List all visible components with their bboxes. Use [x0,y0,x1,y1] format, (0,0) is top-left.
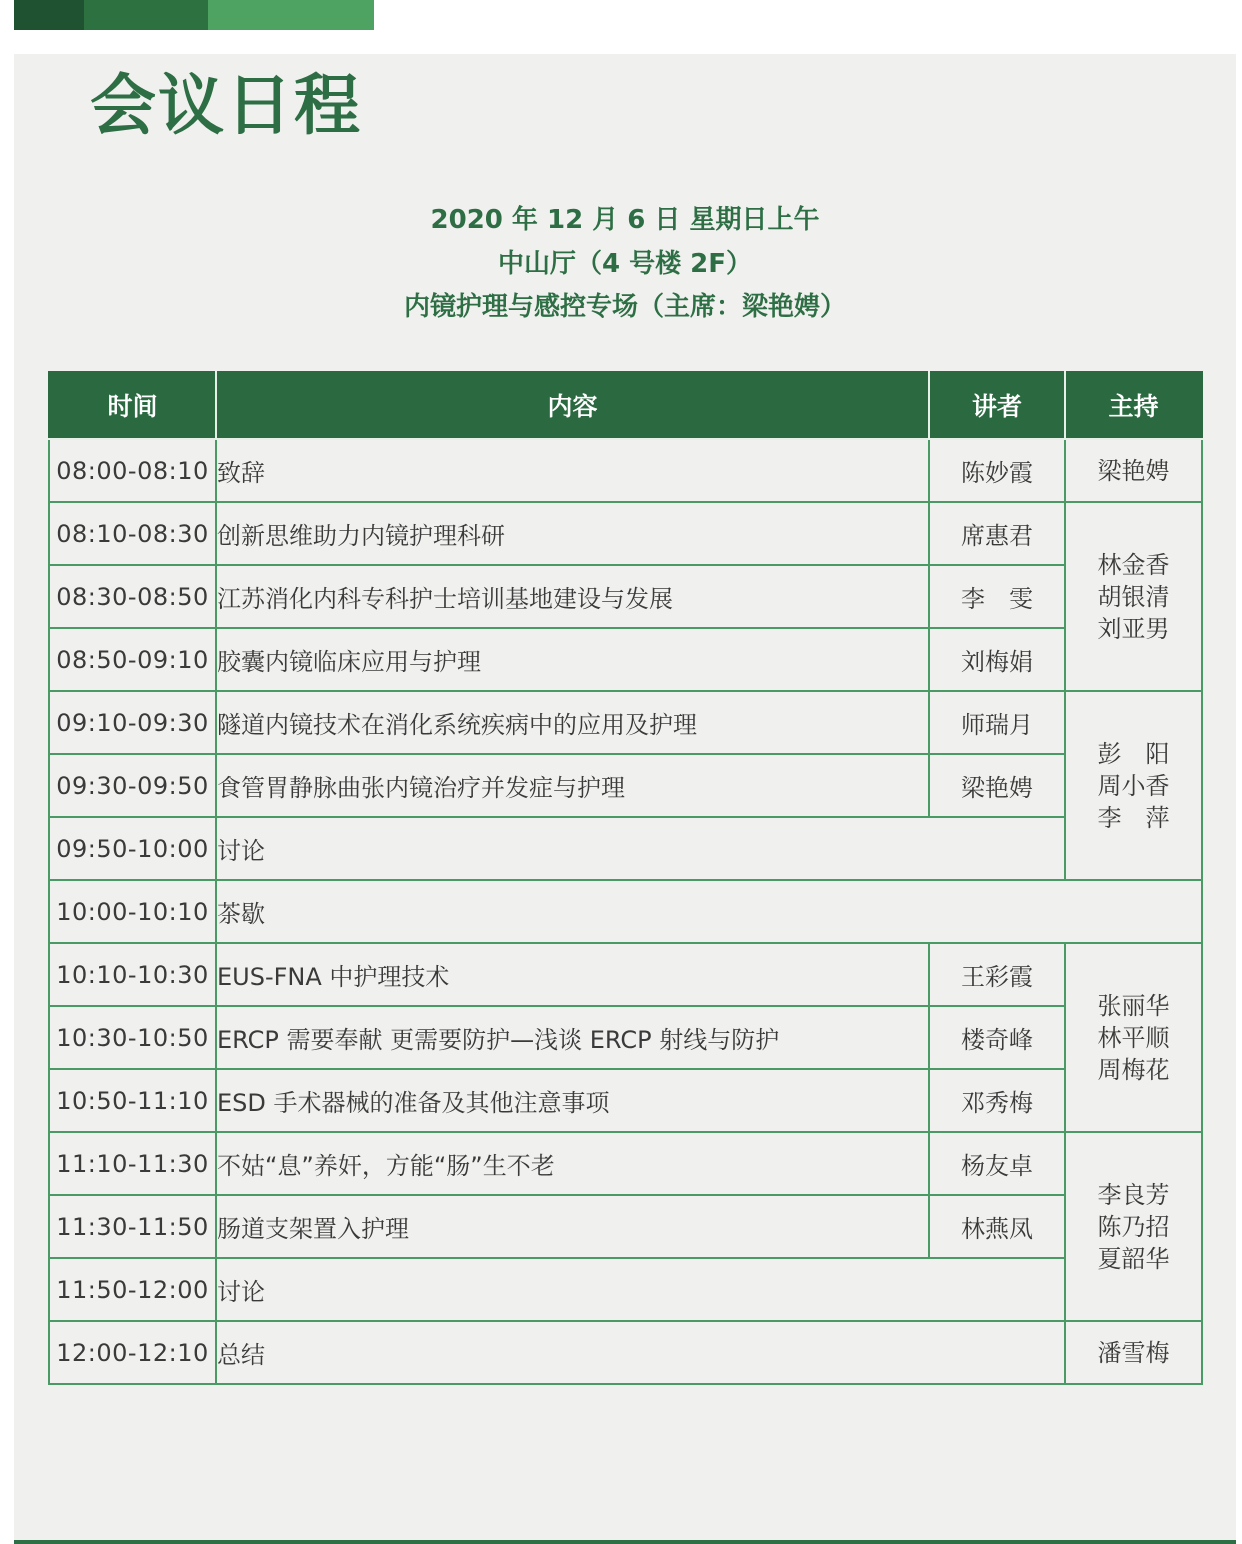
host-cell [1065,1321,1202,1384]
speaker-cell: 刘梅娟 [929,628,1065,691]
venue-line: 中山厅（4 号楼 2F） [497,249,753,279]
header-time: 时间 [49,371,216,439]
time-cell: 12:00-12:10 [49,1321,216,1384]
host-name: 林平顺 [1097,1023,1170,1052]
content-cell: 讨论 [216,1258,1065,1321]
content-cell: 茶歇 [216,880,1202,943]
table-row [49,943,1202,1006]
decor-stripe-dark [14,0,84,30]
time-cell: 08:10-08:30 [49,502,216,565]
time-cell: 10:30-10:50 [49,1006,216,1069]
table-row [49,1195,1202,1258]
table-row [49,628,1202,691]
speaker-cell: 楼奇峰 [929,1006,1065,1069]
content-cell: 胶囊内镜临床应用与护理 [216,628,929,691]
table-header-row [49,371,1202,439]
speaker-cell: 席惠君 [929,502,1065,565]
content-cell: ESD 手术器械的准备及其他注意事项 [216,1069,929,1132]
content-cell: 讨论 [216,817,1065,880]
time-cell: 10:00-10:10 [49,880,216,943]
content-cell: EUS-FNA 中护理技术 [216,943,929,1006]
content-cell: 江苏消化内科专科护士培训基地建设与发展 [216,565,929,628]
header-content: 内容 [216,371,929,439]
host-cell [1065,1132,1202,1321]
host-name: 周梅花 [1097,1055,1170,1084]
content-cell: 食管胃静脉曲张内镜治疗并发症与护理 [216,754,929,817]
session-line: 内镜护理与感控专场（主席：梁艳娉） [403,292,846,322]
host-cell [1065,439,1202,502]
speaker-cell: 师瑞月 [929,691,1065,754]
table-row [49,1069,1202,1132]
header-host: 主持 [1065,371,1202,439]
table-row [49,439,1202,502]
content-cell: ERCP 需要奉献 更需要防护—浅谈 ERCP 射线与防护 [216,1006,929,1069]
speaker-cell: 陈妙霞 [929,439,1065,502]
schedule-page [14,0,1236,1544]
time-cell: 09:30-09:50 [49,754,216,817]
time-cell: 08:30-08:50 [49,565,216,628]
speaker-cell: 王彩霞 [929,943,1065,1006]
host-name: 周小香 [1097,771,1170,800]
host-name: 夏韶华 [1097,1244,1170,1273]
time-cell: 10:50-11:10 [49,1069,216,1132]
host-name: 刘亚男 [1097,614,1170,643]
host-name: 李良芳 [1097,1180,1170,1209]
host-name: 梁艳娉 [1097,456,1170,485]
content-cell: 创新思维助力内镜护理科研 [216,502,929,565]
time-cell: 08:00-08:10 [49,439,216,502]
table-row [49,880,1202,943]
time-cell: 09:50-10:00 [49,817,216,880]
host-name: 彭 阳 [1097,739,1170,768]
time-cell: 11:50-12:00 [49,1258,216,1321]
table-row [49,565,1202,628]
table-row [49,1258,1202,1321]
table-row [49,817,1202,880]
content-cell: 隧道内镜技术在消化系统疾病中的应用及护理 [216,691,929,754]
host-cell [1065,502,1202,691]
host-cell [1065,691,1202,880]
time-cell: 11:30-11:50 [49,1195,216,1258]
header-speaker: 讲者 [929,371,1065,439]
page-title: 会议日程 [90,67,362,144]
content-cell: 肠道支架置入护理 [216,1195,929,1258]
time-cell: 09:10-09:30 [49,691,216,754]
content-cell: 不姑“息”养奸，方能“肠”生不老 [216,1132,929,1195]
host-name: 林金香 [1097,550,1170,579]
host-cell [1065,943,1202,1132]
bottom-divider [14,1540,1236,1544]
time-cell: 11:10-11:30 [49,1132,216,1195]
table-row [49,502,1202,565]
table-row [49,691,1202,754]
speaker-cell: 李 雯 [929,565,1065,628]
host-name: 李 萍 [1097,803,1170,832]
table-row [49,1132,1202,1195]
host-name: 胡银清 [1097,582,1170,611]
speaker-cell: 梁艳娉 [929,754,1065,817]
host-name: 潘雪梅 [1097,1338,1170,1367]
host-name: 张丽华 [1097,991,1170,1020]
speaker-cell: 邓秀梅 [929,1069,1065,1132]
decor-stripe-mid [84,0,208,30]
schedule-table [48,371,1203,1385]
content-cell: 总结 [216,1321,1065,1384]
table-row [49,754,1202,817]
time-cell: 10:10-10:30 [49,943,216,1006]
decor-stripe-light [208,0,374,30]
content-cell: 致辞 [216,439,929,502]
host-name: 陈乃招 [1097,1212,1170,1241]
speaker-cell: 杨友卓 [929,1132,1065,1195]
time-cell: 08:50-09:10 [49,628,216,691]
table-row [49,1321,1202,1384]
top-banner [14,0,1236,54]
date-line: 2020 年 12 月 6 日 星期日上午 [430,205,820,235]
table-row [49,1006,1202,1069]
speaker-cell: 林燕凤 [929,1195,1065,1258]
